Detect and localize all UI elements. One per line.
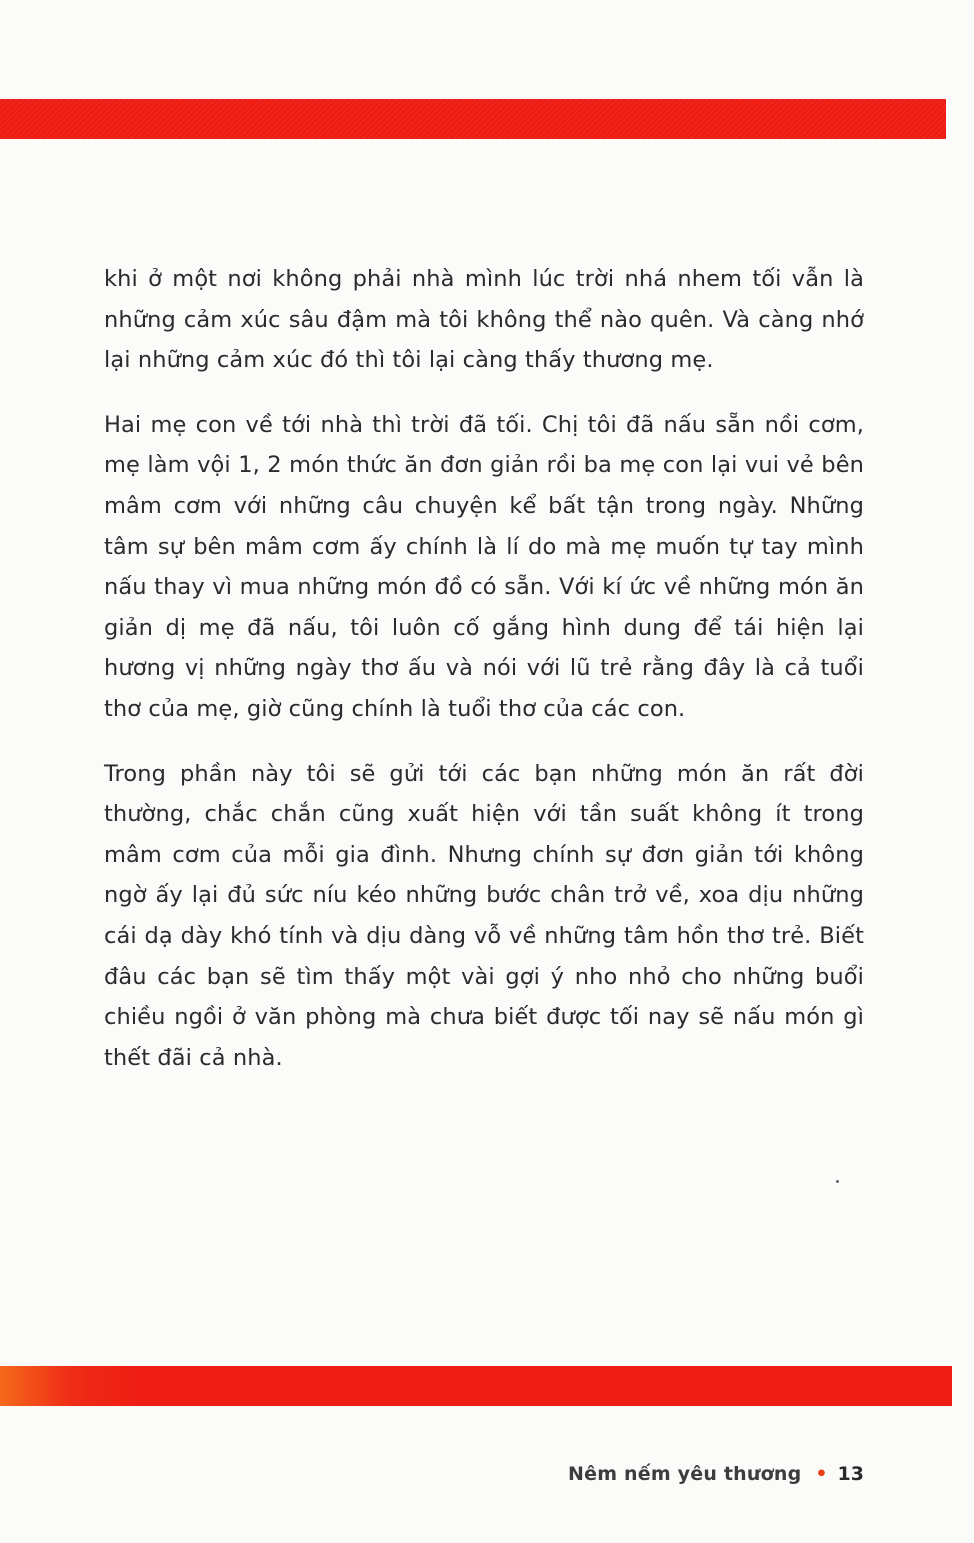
running-title: Nêm nếm yêu thương	[568, 1463, 802, 1485]
paragraph-2: Hai mẹ con về tới nhà thì trời đã tối. Chị tôi đã nấu sẵn nồi cơm, mẹ làm vội 1, 2 món thức ăn đơn giản rồi ba mẹ con lại vui vẻ bên mâm cơm với những câu chuyện kể bất tận trong ngày. Những tâm sự bên mâm cơm ấy chính là lí do mà mẹ muốn tự tay mình nấu thay vì mua những món đồ có sẵn. Với kí ức về những món ăn giản dị mẹ đã nấu, tôi luôn cố gắng hình dung để tái hiện lại hương vị những ngày thơ ấu và nói với lũ trẻ rằng đây là cả tuổi thơ của mẹ, giờ cũng chính là tuổi thơ của các con.	[104, 411, 864, 722]
footer-separator-dot: •	[815, 1463, 828, 1485]
page-number: 13	[837, 1463, 864, 1485]
paragraph-1: khi ở một nơi không phải nhà mình lúc trời nhá nhem tối vẫn là những cảm xúc sâu đậm mà tôi không thể nào quên. Và càng nhớ lại những cảm xúc đó thì tôi lại càng thấy thương mẹ.	[104, 266, 864, 374]
page-body	[104, 259, 864, 1102]
page-footer	[568, 1463, 864, 1485]
print-speck	[836, 1180, 839, 1183]
top-decorative-bar	[0, 99, 946, 139]
bottom-decorative-bar	[0, 1366, 952, 1406]
paragraph-3: Trong phần này tôi sẽ gửi tới các bạn những món ăn rất đời thường, chắc chắn cũng xuất hiện với tần suất không ít trong mâm cơm của mỗi gia đình. Nhưng chính sự đơn giản tới không ngờ ấy lại đủ sức níu kéo những bước chân trở về, xoa dịu những cái dạ dày khó tính và dịu dàng vỗ về những tâm hồn thơ trẻ. Biết đâu các bạn sẽ tìm thấy một vài gợi ý nho nhỏ cho những buổi chiều ngồi ở văn phòng mà chưa biết được tối nay sẽ nấu món gì thết đãi cả nhà.	[104, 760, 864, 1071]
